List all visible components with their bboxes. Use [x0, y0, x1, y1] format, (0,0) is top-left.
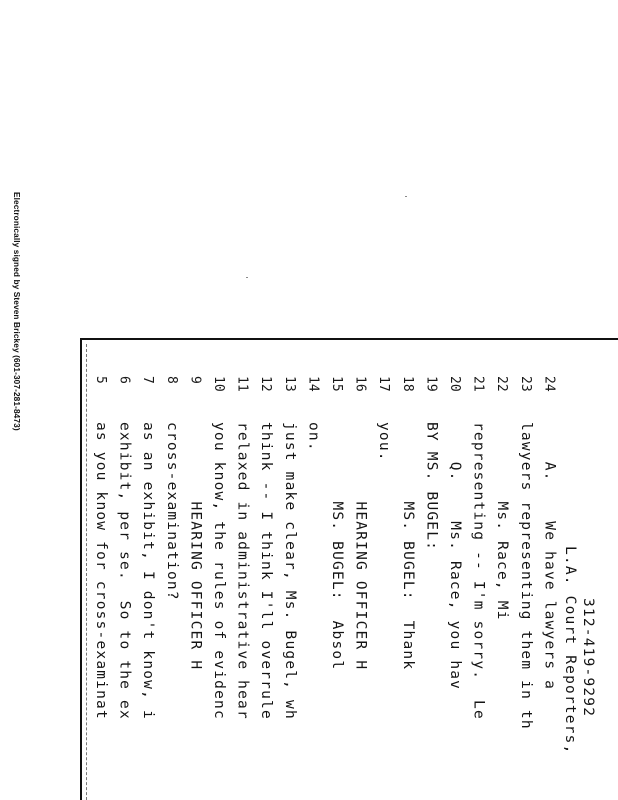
transcript-body	[80, 338, 618, 800]
line-number: 6	[116, 376, 132, 384]
line-text: HEARING OFFICER H	[352, 422, 369, 671]
footer-phone: 312-419-9292	[580, 598, 596, 718]
line-number: 23	[517, 376, 533, 392]
line-number: 10	[211, 376, 226, 392]
margin-rule	[86, 344, 87, 800]
line-number: 13	[281, 376, 297, 392]
line-number: 22	[494, 376, 510, 392]
line-number: 12	[258, 376, 274, 392]
line-number: 19	[423, 376, 439, 392]
line-text: Q. Ms. Race, you hav	[447, 422, 463, 691]
line-text: as an exhibit, I don't know, i	[140, 422, 157, 720]
line-text: you know, the rules of evidenc	[211, 422, 227, 720]
line-number: 11	[234, 376, 250, 392]
line-number: 24	[541, 376, 557, 392]
line-text: cross-examination?	[163, 422, 180, 601]
scan-speck	[405, 196, 407, 197]
line-text: Ms. Race, Mi	[494, 422, 511, 621]
line-number: 7	[140, 376, 156, 384]
line-text: lawyers representing them in th	[517, 422, 534, 730]
line-text: MS. BUGEL: Absol	[329, 422, 345, 671]
line-text: think -- I think I'll overrule	[258, 422, 275, 720]
line-number: 5	[93, 376, 108, 384]
line-number: 20	[447, 376, 462, 392]
line-number: 9	[187, 376, 203, 384]
line-text: exhibit, per se. So to the ex	[116, 422, 133, 720]
line-text: on.	[305, 422, 322, 452]
line-text: HEARING OFFICER H	[187, 422, 204, 671]
footer-reporter-name: L.A. Court Reporters,	[562, 546, 578, 755]
line-text: as you know for cross-examinat	[93, 422, 109, 720]
line-number: 17	[376, 376, 392, 392]
line-number: 21	[470, 376, 486, 392]
line-text: just make clear, Ms. Bugel, wh	[281, 422, 298, 720]
line-number: 14	[305, 376, 321, 392]
electronic-signature-notice: Electronically signed by Steven Brickey (601-307-281-8473)	[12, 192, 22, 431]
line-text: A. We have lawyers a	[541, 422, 558, 691]
line-text: relaxed in administrative hear	[234, 422, 251, 720]
line-text: BY MS. BUGEL:	[423, 422, 440, 552]
line-number: 15	[329, 376, 344, 392]
line-text: representing -- I'm sorry. Le	[470, 422, 487, 720]
line-number: 8	[163, 376, 179, 384]
line-number: 16	[352, 376, 368, 392]
scan-speck	[246, 277, 248, 278]
line-text: you.	[376, 422, 393, 462]
line-text: MS. BUGEL: Thank	[399, 422, 416, 671]
line-number: 18	[399, 376, 415, 392]
